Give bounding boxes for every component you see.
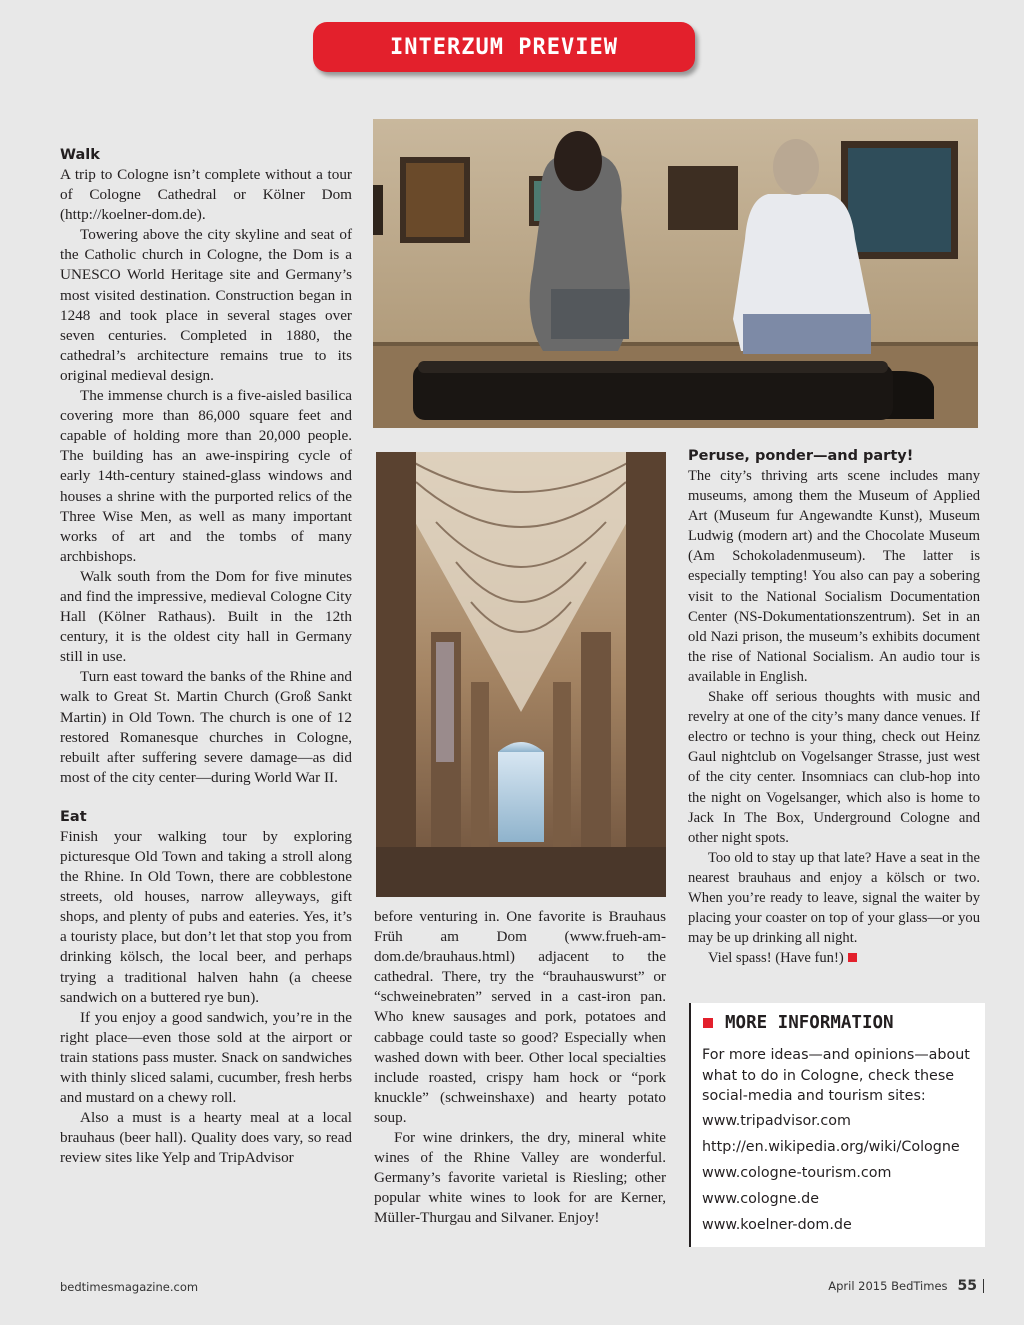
section-banner <box>313 22 695 72</box>
more-information-box <box>689 1003 985 1247</box>
peruse-paragraph: Shake off serious thoughts with music and revelry at one of the city’s many dance venues. If electro or techno is your thing, check out Heinz Gaul nightclub on Vogelsanger Strasse, just west of the city center. Insomniacs can club-hop into the night on Vogelsanger, which also is home to Jack In The Box, Underground Cologne and other night spots. <box>688 689 980 846</box>
footer-folio <box>828 1278 984 1294</box>
page-number: 55 <box>957 1278 977 1294</box>
info-link[interactable]: www.koelner-dom.de <box>702 1217 852 1233</box>
left-column <box>60 145 352 1169</box>
middle-column <box>374 907 666 1229</box>
eat-continued-paragraph: before venturing in. One favorite is Brauhaus Früh am Dom (www.frueh-am-dom.de/brauhaus.html) adjacent to the cathedral. There, try the “brauhauswurst” or “schweinebraten” served in a cast-iron pan. Who knew sausages and pork, potatoes and cabbage could taste so good? Especially when washed down with beer. Other local specialties include roasted, crispy ham hock or “pork knuckle” (schweinshaxe) and hearty potato soup. <box>374 908 666 1126</box>
red-square-icon <box>703 1018 713 1028</box>
banner-title: INTERZUM PREVIEW <box>390 34 618 60</box>
right-column <box>688 446 980 968</box>
footer-magazine: BedTimes <box>891 1279 948 1293</box>
info-link[interactable]: www.tripadvisor.com <box>702 1113 851 1129</box>
walk-paragraph: Walk south from the Dom for five minutes and find the impressive, medieval Cologne City Hall (Kölner Rathaus). Built in the 12th century, it is the oldest city hall in Germany still in use. <box>60 567 352 666</box>
peruse-heading: Peruse, ponder—and party! <box>688 448 914 464</box>
eat-paragraph: If you enjoy a good sandwich, you’re in the right place—even those sold at the airport or train stations pass muster. Snack on sandwiches with thinly sliced salami, cucumber, fresh herbs and mustard on a chewy roll. <box>60 1008 352 1107</box>
footer-issue: April 2015 <box>828 1279 888 1293</box>
walk-paragraph: A trip to Cologne isn’t complete without a tour of Cologne Cathedral or Kölner Dom (http://koelner-dom.de). <box>60 166 352 224</box>
info-link[interactable]: http://en.wikipedia.org/wiki/Cologne <box>702 1139 960 1155</box>
gallery-illustration <box>373 119 978 428</box>
peruse-paragraph: Too old to stay up that late? Have a seat in the nearest brauhaus and enjoy a kölsch or two. When you’re ready to leave, signal the waiter by placing your coaster on top of your glass—or you may be up drinking all night. <box>688 849 980 947</box>
eat-paragraph: Finish your walking tour by exploring picturesque Old Town and taking a stroll along the Rhine. In Old Town, there are cobblestone streets, old houses, narrow alleyways, gift shops, and plenty of pubs and eateries. Yes, it’s a touristy place, but don’t let that stop you from drinking kölsch, the local beer, and perhaps trying a traditional halven hahn (a cheese sandwich on a buttered rye bun). <box>60 827 352 1006</box>
info-links <box>702 1108 982 1238</box>
eat-continued-paragraph: For wine drinkers, the dry, mineral white wines of the Rhine Valley are wonderful. Germany’s favorite varietal is Riesling; other popular white wines to look for are Kerner, Müller-Thurgau and Silvaner. Enjoy! <box>374 1129 666 1227</box>
walk-paragraph: Turn east toward the banks of the Rhine and walk to Great St. Martin Church (Groß Sankt Martin) in Old Town. The church is one of 12 restored Romanesque churches in Cologne, rebuilt after suffering severe damage—as did most of the city center—during World War II. <box>60 668 352 786</box>
cathedral-illustration <box>376 452 666 897</box>
info-link[interactable]: www.cologne.de <box>702 1191 819 1207</box>
footer-site[interactable]: bedtimesmagazine.com <box>60 1280 199 1294</box>
peruse-closing-text: Viel spass! (Have fun!) <box>708 950 844 967</box>
walk-paragraph: Towering above the city skyline and seat of the Catholic church in Cologne, the Dom is a UNESCO World Heritage site and Germany’s most visited destination. Construction began in 1248 and took place in several stages over seven centuries. Completed in 1880, the cathedral’s architecture remains true to its original medieval design. <box>60 226 352 384</box>
walk-heading: Walk <box>60 147 100 163</box>
eat-paragraph: Also a must is a hearty meal at a local brauhaus (beer hall). Quality does vary, so read review sites like Yelp and TripAdvisor <box>60 1109 352 1167</box>
info-link[interactable]: www.cologne-tourism.com <box>702 1165 892 1181</box>
walk-paragraph: The immense church is a five-aisled basilica covering more than 86,000 square feet and capable of holding more than 20,000 people. The building has an awe-inspiring cycle of early 14th-century stained-glass windows and houses a shrine with the purported relics of the Three Wise Men, as well as many important works of art and the tombs of many archbishops. <box>60 387 352 565</box>
eat-heading: Eat <box>60 808 87 825</box>
gallery-photo <box>373 119 978 428</box>
cathedral-nave-photo <box>376 452 666 897</box>
info-title-text: MORE INFORMATION <box>725 1013 894 1033</box>
folio-divider <box>983 1279 984 1293</box>
info-title <box>703 1013 894 1033</box>
peruse-closing <box>688 948 980 968</box>
peruse-paragraph: The city’s thriving arts scene includes many museums, among them the Museum of Applied Art (Museum fur Angewandte Kunst), Museum Ludwig (modern art) and the Chocolate Museum (Am Schokoladenmuseum). The latter is especially tempting! You also can pay a sobering visit to the National Socialism Documentation Center (NS-Dokumentationszentrum). Set in an old Nazi prison, the museum’s exhibits document the rise of National Socialism. An audio tour is available in English. <box>688 468 980 685</box>
end-mark-icon <box>848 953 857 962</box>
info-intro: For more ideas—and opinions—about what to do in Cologne, check these social-media and tourism sites: <box>702 1047 970 1104</box>
